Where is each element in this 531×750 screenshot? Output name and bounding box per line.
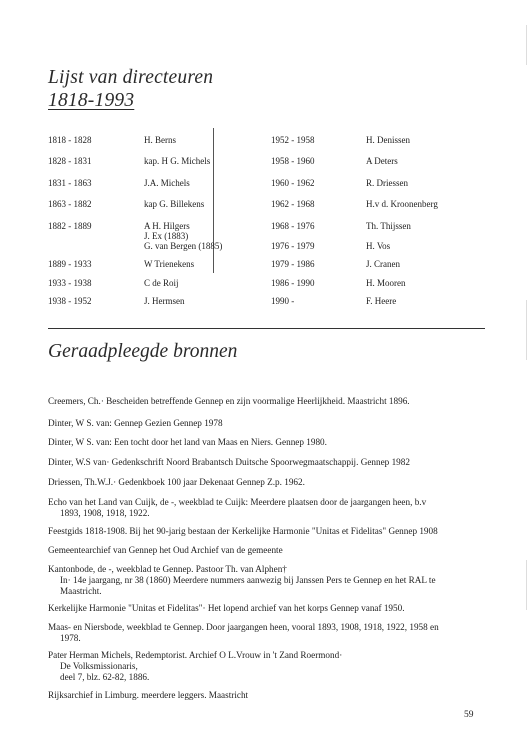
right-period: 1976 - 1979 — [271, 241, 315, 251]
source-entry — [48, 418, 488, 429]
right-period: 1958 - 1960 — [271, 156, 315, 166]
source-line: Dinter, W S. van: Gennep Gezien Gennep 1978 — [48, 418, 223, 428]
right-period: 1990 - — [271, 296, 295, 306]
source-line: Echo van het Land van Cuijk, de -, weekblad te Cuijk: Meerdere plaatsen door de jaargangen heen, b.v — [48, 497, 427, 507]
section-divider — [48, 328, 485, 329]
source-entry — [48, 650, 488, 682]
source-entry — [48, 457, 488, 468]
right-name: H. Denissen — [366, 135, 410, 145]
right-name: A Deters — [366, 156, 398, 166]
source-line: Rijksarchief in Limburg. meerdere leggers. Maastricht — [48, 690, 249, 700]
right-name: H.v d. Kroonenberg — [366, 199, 438, 209]
source-entry — [48, 437, 488, 448]
left-name: G. van Bergen (1885) — [144, 241, 223, 251]
source-line-continued: 1893, 1908, 1918, 1922. — [60, 507, 150, 518]
page-number: 59 — [464, 710, 474, 720]
right-period: 1952 - 1958 — [271, 135, 315, 145]
source-line: Feestgids 1818-1908. Bij het 90-jarig bestaan der Kerkelijke Harmonie "Unitas et Fidelitas" Gennep 1908 — [48, 526, 438, 536]
right-name: H. Vos — [366, 241, 391, 251]
source-entry — [48, 396, 488, 407]
source-line: Kantonbode, de -, weekblad te Gennep. Pastoor Th. van Alphen† — [48, 564, 287, 574]
left-name: H. Berns — [144, 135, 176, 145]
left-name: J. Hermsen — [144, 296, 185, 306]
right-name: J. Cranen — [366, 259, 400, 269]
source-line-continued: Maastricht. — [60, 585, 102, 596]
scan-edge-mark — [526, 300, 527, 360]
right-name: Th. Thijssen — [366, 221, 411, 231]
right-name: R. Driessen — [366, 178, 408, 188]
source-line: Kerkelijke Harmonie "Unitas et Fidelitas"· Het lopend archief van het korps Gennep vanaf 1950. — [48, 603, 405, 613]
source-line: Gemeentearchief van Gennep het Oud Archief van de gemeente — [48, 545, 283, 555]
left-period: 1933 - 1938 — [48, 278, 92, 288]
source-entry — [48, 545, 488, 556]
source-entry — [48, 564, 488, 596]
source-line-continued: deel 7, blz. 62-82, 1886. — [60, 671, 150, 682]
left-period: 1831 - 1863 — [48, 178, 92, 188]
left-name: C de Roij — [144, 278, 179, 288]
right-period: 1968 - 1976 — [271, 221, 315, 231]
scan-edge-mark — [526, 25, 527, 65]
sources-title: Geraadpleegde bronnen — [48, 341, 238, 362]
source-entry — [48, 603, 488, 614]
right-name: F. Heere — [366, 296, 397, 306]
left-period: 1828 - 1831 — [48, 156, 92, 166]
source-entry — [48, 526, 488, 537]
right-period: 1960 - 1962 — [271, 178, 315, 188]
right-name: H. Mooren — [366, 278, 406, 288]
left-name: J. Ex (1883) — [144, 231, 189, 241]
left-period: 1938 - 1952 — [48, 296, 92, 306]
source-line: Dinter, W S. van: Een tocht door het land van Maas en Niers. Gennep 1980. — [48, 437, 327, 447]
left-period: 1882 - 1889 — [48, 221, 92, 231]
left-period: 1889 - 1933 — [48, 259, 92, 269]
right-period: 1962 - 1968 — [271, 199, 315, 209]
left-name: J.A. Michels — [144, 178, 190, 188]
source-line-continued: 1978. — [60, 632, 81, 643]
directors-title-years: 1818-1993 — [48, 90, 135, 111]
source-line-continued: In· 14e jaargang, nr 38 (1860) Meerdere nummers aanwezig bij Janssen Pers te Gennep en het RAL te — [60, 574, 436, 585]
source-line: Creemers, Ch.· Bescheiden betreffende Gennep en zijn voormalige Heerlijkheid. Maastricht 1896. — [48, 396, 410, 406]
source-entry — [48, 622, 488, 644]
source-entry — [48, 690, 488, 701]
directors-title-line1: Lijst van directeuren — [48, 67, 214, 88]
source-line: Maas- en Niersbode, weekblad te Gennep. Door jaargangen heen, vooral 1893, 1908, 1918, 1922, 1958 en — [48, 622, 439, 632]
left-name: kap G. Billekens — [144, 199, 205, 209]
source-line: Pater Herman Michels, Redemptorist. Archief O L.Vrouw in 't Zand Roermond· — [48, 650, 343, 660]
source-line-continued: De Volksmissionaris, — [60, 660, 138, 671]
source-entry — [48, 477, 488, 488]
source-entry — [48, 497, 488, 519]
source-line: Driessen, Th.W.J.· Gedenkboek 100 jaar Dekenaat Gennep Z.p. 1962. — [48, 477, 305, 487]
left-name: kap. H G. Michels — [144, 156, 211, 166]
left-name: A H. Hilgers — [144, 221, 190, 231]
left-name: W Trienekens — [144, 259, 195, 269]
left-period: 1818 - 1828 — [48, 135, 92, 145]
scan-edge-mark — [526, 560, 527, 610]
right-period: 1986 - 1990 — [271, 278, 315, 288]
directors-title-line2 — [48, 90, 134, 112]
source-line: Dinter, W.S van· Gedenkschrift Noord Brabantsch Duitsche Spoorwegmaatschappij. Gennep 1982 — [48, 457, 410, 467]
right-period: 1979 - 1986 — [271, 259, 315, 269]
left-period: 1863 - 1882 — [48, 199, 92, 209]
